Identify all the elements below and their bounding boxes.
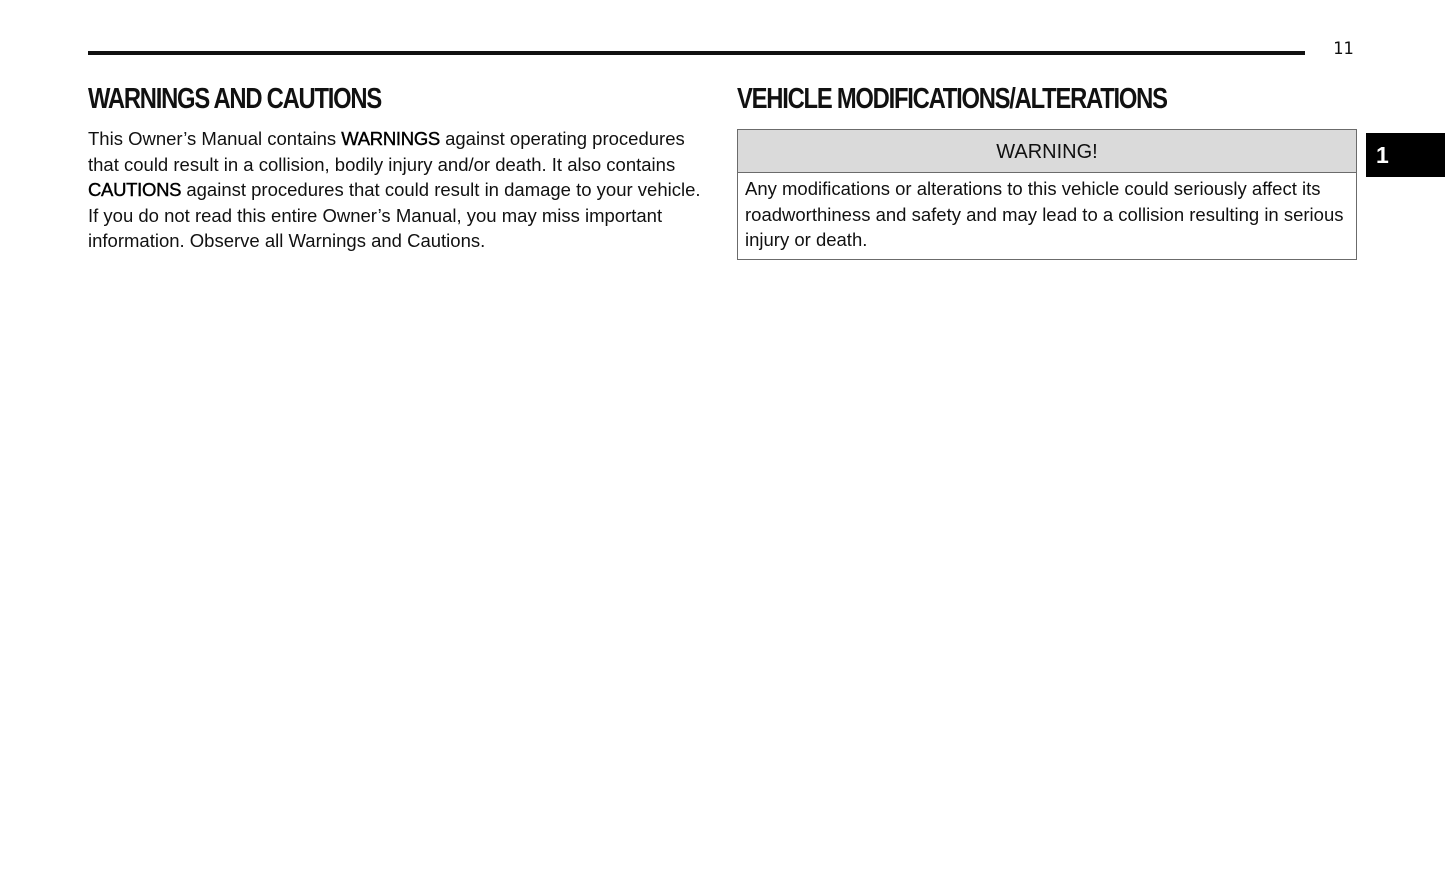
- warning-box: [737, 129, 1357, 260]
- section-title-warnings-cautions: WARNINGS AND CAUTIONS: [88, 83, 381, 115]
- paragraph-text: This Owner’s Manual contains: [88, 128, 342, 149]
- paragraph-text: against procedures that could result in damage to your vehicle. If you do not read this entire Owner’s Manual, you may miss important information. Observe all Warnings and Cautions.: [88, 179, 701, 251]
- cautions-keyword: CAUTIONS: [88, 179, 182, 200]
- warning-header: WARNING!: [738, 130, 1356, 173]
- warnings-cautions-section: [88, 80, 713, 254]
- section-title-vehicle-modifications: VEHICLE MODIFICATIONS/ALTERATIONS: [737, 83, 1167, 115]
- page-number: 11: [1333, 39, 1354, 59]
- warnings-cautions-paragraph: [88, 126, 713, 254]
- vehicle-modifications-section: [737, 80, 1357, 260]
- paragraph-text: against operating procedures that could result in a collision, bodily injury and/or death. It also contains: [88, 128, 685, 175]
- header-rule: [88, 51, 1305, 55]
- chapter-tab[interactable]: 1: [1366, 133, 1445, 177]
- warnings-keyword: WARNINGS: [341, 128, 440, 149]
- warning-body: Any modifications or alterations to this vehicle could seriously affect its roadworthiness and safety and may lead to a collision resulting in serious injury or death.: [745, 178, 1344, 250]
